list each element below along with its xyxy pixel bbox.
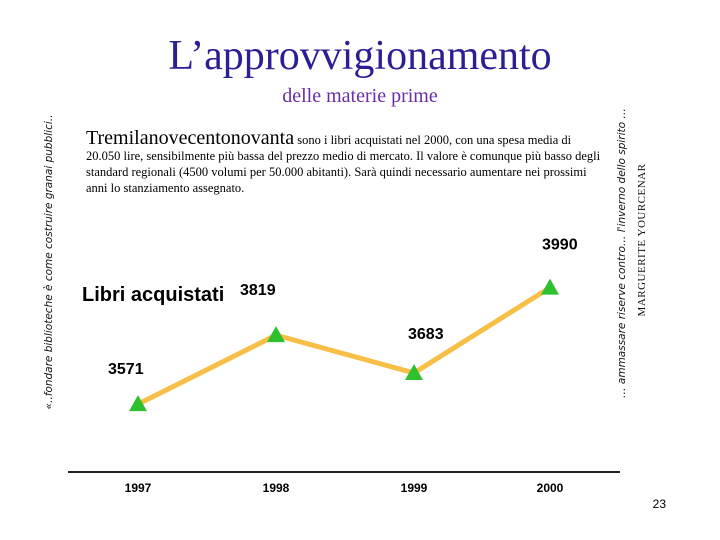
data-label: 3571 [108, 361, 144, 379]
page-number: 23 [652, 497, 666, 511]
left-vertical-quote [40, 112, 58, 412]
data-label: 3819 [240, 282, 276, 300]
x-tick-label: 1998 [262, 481, 290, 495]
paragraph-text: sono i libri acquistati nel 2000, con una spesa media di 20.050 lire, sensibilmente più bassa del prezzo medio di mercato. Il valore è comunque più basso degli standard regionali (4500 volumi per 50.000 abitanti). Sarà quindi necessario aumentare nei prossimi anni lo stanziamento assegnato. [86, 133, 601, 195]
lead-word: Tremilanovecentonovanta [86, 127, 295, 149]
x-tick-label: 1999 [400, 481, 428, 495]
intro-paragraph [86, 127, 606, 196]
books-line-chart [60, 236, 620, 500]
data-label: 3683 [408, 325, 444, 343]
author-name: MARGUERITE YOURCENAR [636, 163, 648, 317]
right-quote-text: … ammassare riserve contro… l'inverno dello spirito … [616, 108, 628, 398]
data-label: 3990 [542, 236, 578, 254]
slide-title: L’approvvigionamento [168, 33, 552, 79]
x-tick-label: 1997 [124, 481, 152, 495]
left-quote-text: «..fondare biblioteche è come costruire granai pubblici.. [43, 114, 55, 410]
author-vertical [634, 150, 650, 330]
slide-subtitle: delle materie prime [282, 85, 438, 107]
data-point-marker [267, 326, 285, 342]
data-point-marker [541, 279, 559, 295]
x-tick-label: 2000 [536, 481, 564, 495]
chart-marks [68, 237, 620, 495]
chart-title: Libri acquistati [82, 284, 225, 306]
